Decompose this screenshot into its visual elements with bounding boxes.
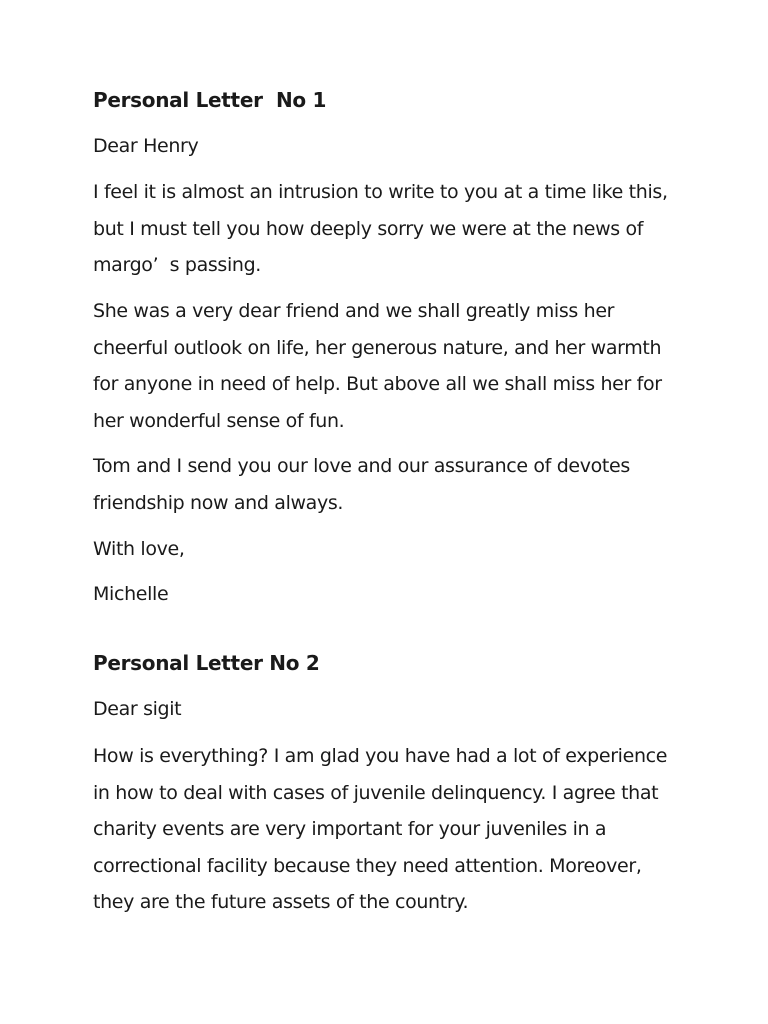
- paragraph-line: correctional facility because they need attention. Moreover,: [93, 854, 642, 877]
- letter2-title: Personal Letter No 2: [93, 651, 320, 675]
- letter2-paragraph-1: [93, 738, 683, 921]
- paragraph-line: they are the future assets of the country.: [93, 891, 469, 913]
- paragraph-line: for anyone in need of help. But above all we shall miss her for: [93, 373, 662, 395]
- salutation-line: Dear sigit: [93, 698, 182, 720]
- closing-line: With love,: [93, 538, 185, 560]
- letter1-title: Personal Letter No 1: [93, 88, 327, 112]
- paragraph-line: charity events are very important for your juveniles in a: [93, 818, 607, 840]
- paragraph-line: margo’ s passing.: [93, 254, 261, 276]
- letter1-paragraph-2: [93, 293, 683, 439]
- paragraph-line: cheerful outlook on life, her generous nature, and her warmth: [93, 336, 662, 359]
- paragraph-line: her wonderful sense of fun.: [93, 409, 345, 432]
- letter1-paragraph-1: [93, 174, 683, 284]
- letter1-paragraph-3: [93, 448, 683, 521]
- signature-line: Michelle: [93, 583, 169, 605]
- salutation-line: Dear Henry: [93, 135, 199, 157]
- letter1-signature: [93, 576, 683, 613]
- paragraph-line: Tom and I send you our love and our assurance of devotes: [93, 455, 630, 477]
- paragraph-line: She was a very dear friend and we shall greatly miss her: [93, 300, 615, 322]
- paragraph-line: friendship now and always.: [93, 491, 344, 514]
- letter2-salutation: [93, 691, 683, 728]
- paragraph-line: in how to deal with cases of juvenile delinquency. I agree that: [93, 781, 659, 804]
- paragraph-line: I feel it is almost an intrusion to write to you at a time like this,: [93, 181, 668, 203]
- paragraph-line: How is everything? I am glad you have had a lot of experience: [93, 745, 668, 767]
- letter1-salutation: [93, 128, 683, 165]
- paragraph-line: but I must tell you how deeply sorry we were at the news of: [93, 217, 644, 240]
- letter1-closing: [93, 531, 683, 568]
